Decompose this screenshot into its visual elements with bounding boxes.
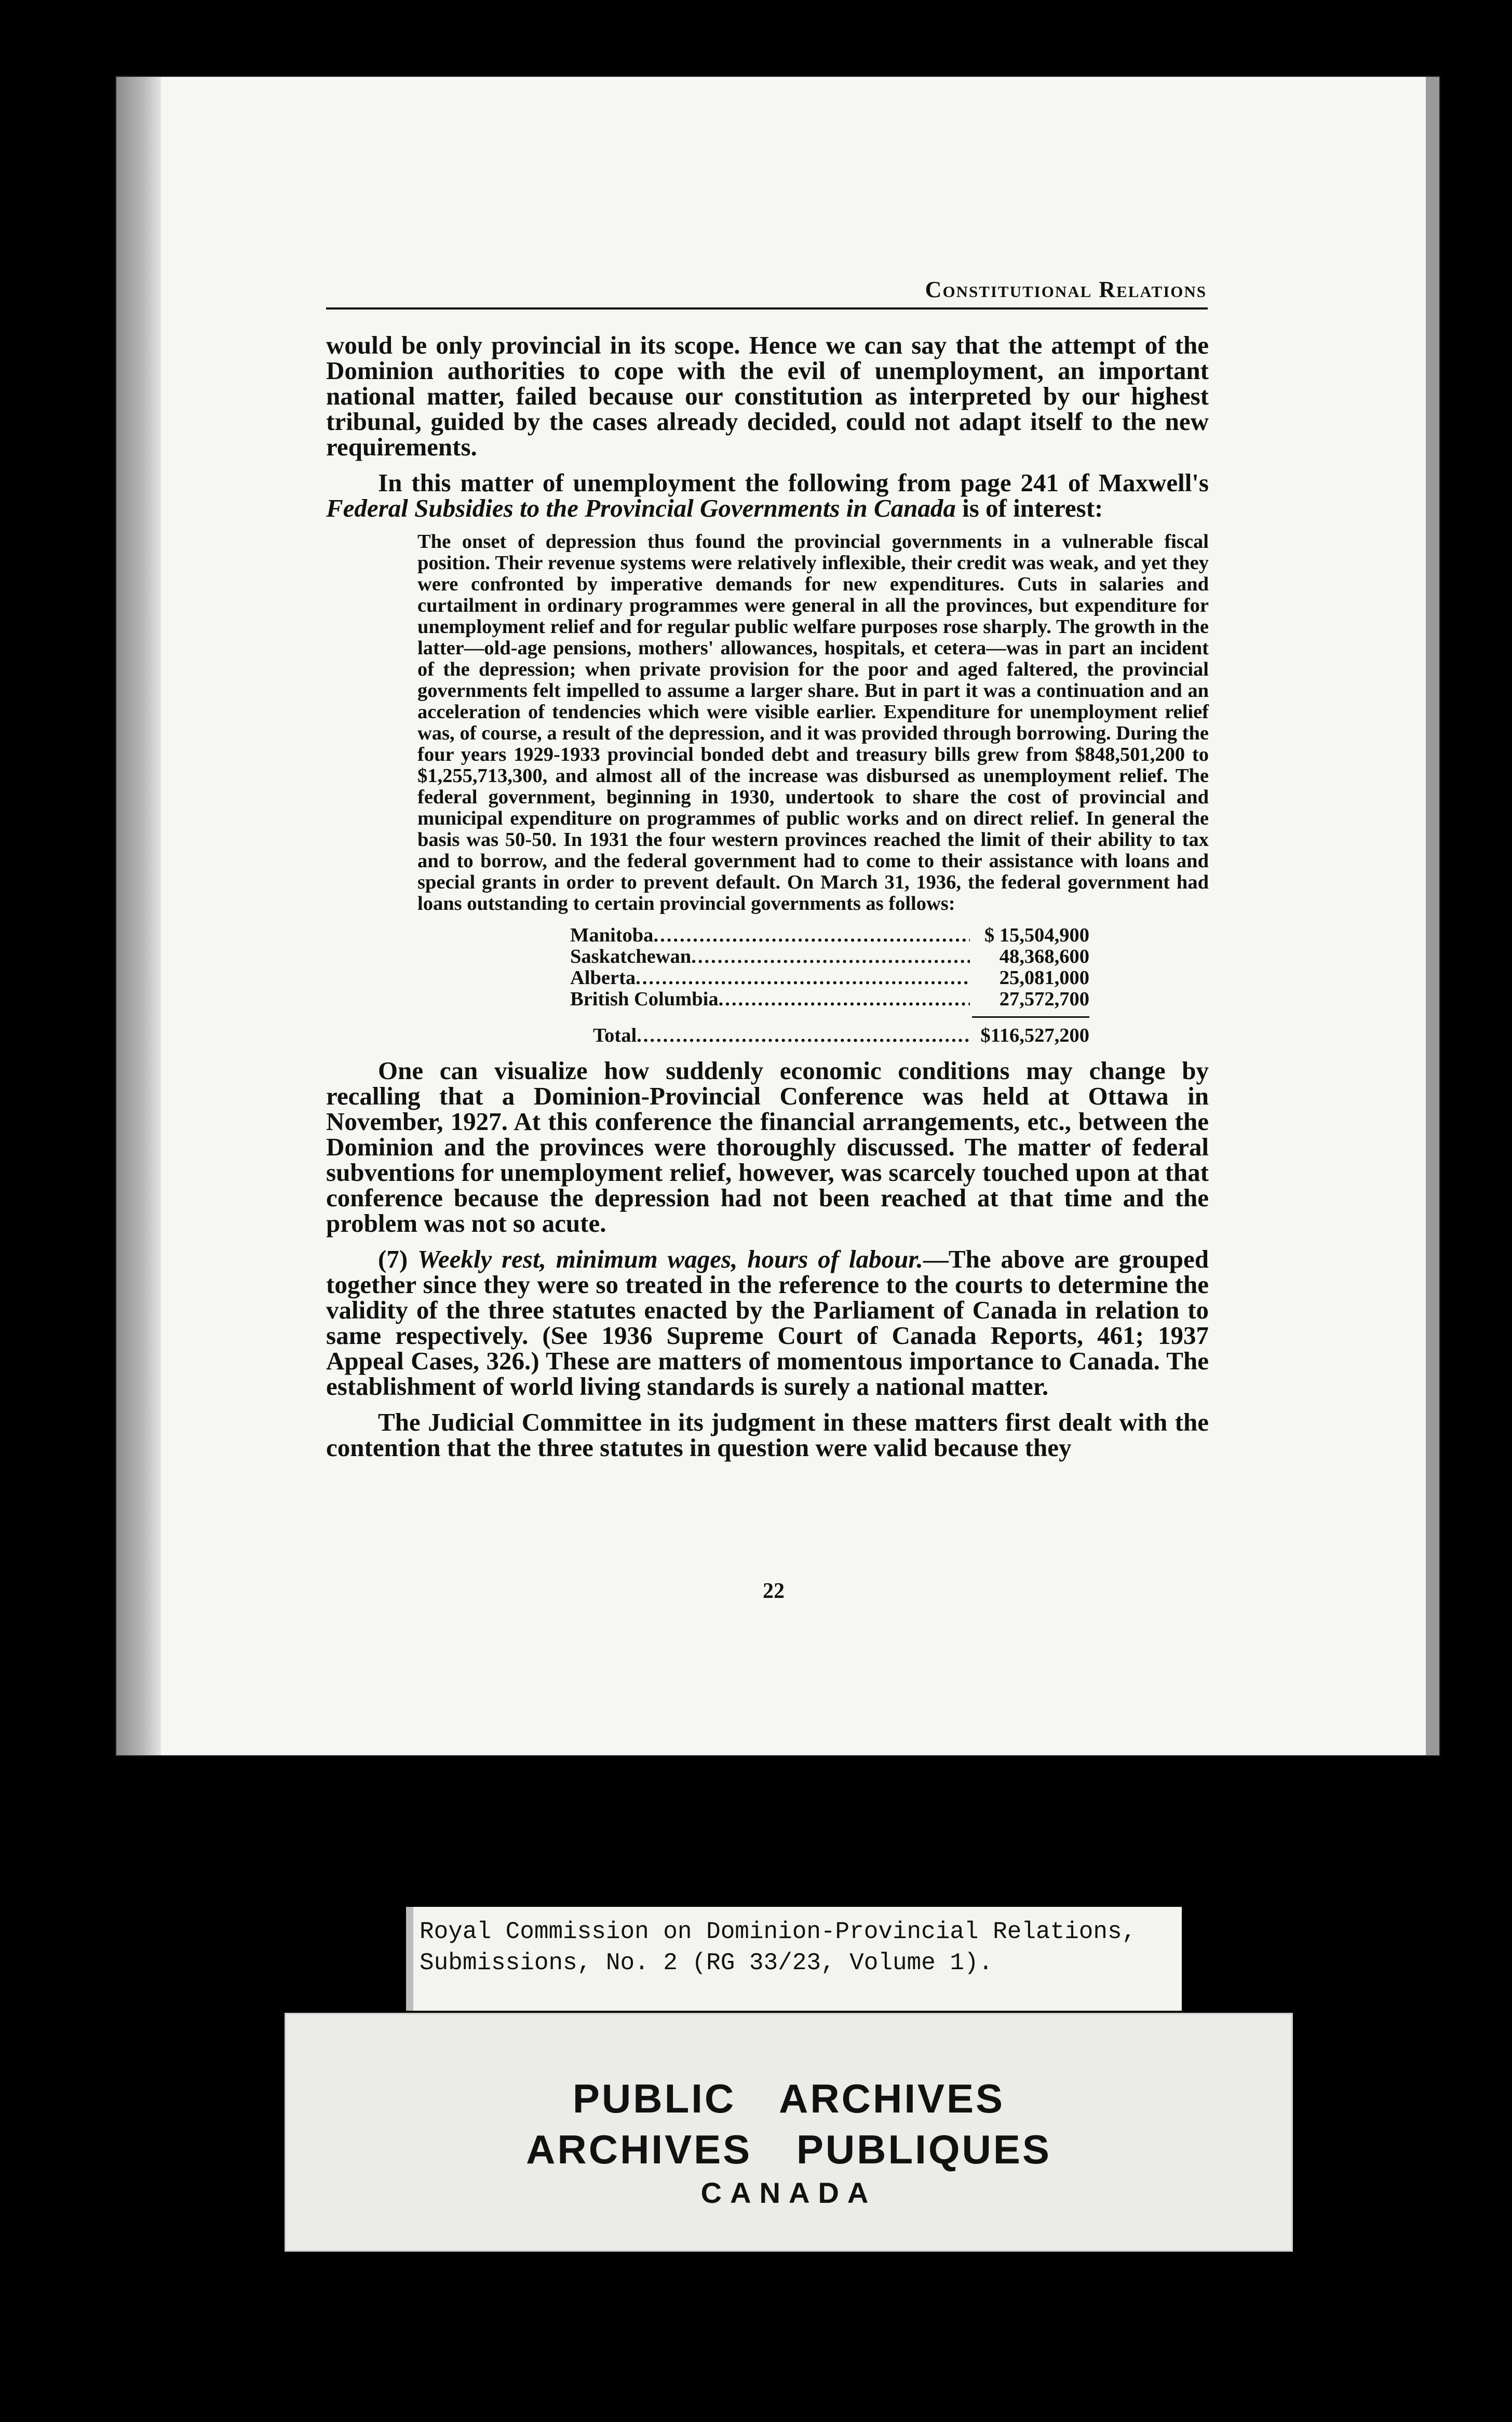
leader-dots [653,925,970,946]
block-quote: The onset of depression thus found the provincial governments in a vulnerable fiscal position. Their revenue systems were relatively inflexible, their credit was weak, and yet they were confronted by imperative demands for new expenditures. Cuts in salaries and curtailment in ordinary programmes were general in all the provinces, but expenditure for unemployment relief and for regular public welfare purposes rose sharply. The growth in the latter—old-age pensions, mothers' allowances, hospitals, et cetera—was in part an incident of the depression; when private provision for the poor and aged faltered, the provincial governments felt impelled to assume a larger share. But in part it was a continuation and an acceleration of tendencies which were visible earlier. Expenditure for unemployment relief was, of course, a result of the depression, and it was provided through borrowing. During the four years 1929-1933 provincial bonded debt and treasury bills grew from $848,501,200 to $1,255,713,300, and almost all of the increase was disbursed as unemployment relief. The federal government, beginning in 1930, undertook to share the cost of provincial and municipal expenditure on programmes of public works and on direct relief. In general the basis was 50-50. In 1931 the four western provinces reached the limit of their ability to tax and to borrow, and the federal government had to come to their assistance with loans and special grants in order to prevent default. On March 31, 1936, the federal government had loans outstanding to certain provincial governments as follows: [417,531,1209,914]
stamp-line-english: PUBLIC ARCHIVES [572,2076,1005,2121]
section-number: (7) [378,1245,408,1273]
province-name: British Columbia [570,988,719,1010]
province-name: Manitoba [570,924,654,946]
leader-dots [636,967,970,989]
paragraph-continuation: would be only provincial in its scope. Hence we can say that the attempt of the Dominion authorities to cope with the evil of unemployment, an important national matter, failed because our constitution as interpreted by our highest tribunal, guided by the cases already decided, could not adapt itself to the new requirements. [326,331,1209,461]
header-rule [326,307,1208,310]
loan-amount: $ 15,504,900 [984,924,1089,946]
sum-rule [972,1016,1089,1018]
section-heading: Weekly rest, minimum wages, hours of labour. [417,1245,923,1273]
book-title: Federal Subsidies to the Provincial Governments in Canada [326,494,956,522]
loans-table [570,925,1089,1046]
leader-dots [719,989,970,1010]
total-amount: $116,527,200 [980,1025,1089,1046]
page-right-edge [1426,77,1439,1755]
body-text [326,332,1209,1471]
table-total-row [570,1025,1089,1046]
table-row [570,989,1089,1010]
paragraph-conference: One can visualize how suddenly economic conditions may change by recalling that a Dominion-Provincial Conference was held at Ottawa in November, 1927. At this conference the financial arrangements, etc., between the Dominion and the provinces were thoroughly discussed. The matter of federal subventions for unemployment relief, however, was scarcely touched upon at that conference because the depression had not been reached at that time and the problem was not so acute. [326,1056,1209,1237]
loan-amount: 25,081,000 [999,967,1089,989]
intro-tail: is of interest: [962,494,1103,522]
page-number: 22 [763,1579,785,1603]
loan-amount: 27,572,700 [999,988,1089,1010]
table-row [570,925,1089,946]
paragraph-weekly-rest [326,1246,1209,1399]
stamp-line-country: CANADA [700,2176,877,2209]
paragraph-judicial-committee: The Judicial Committee in its judgment in these matters first dealt with the contention that the three statutes in question were valid because they [326,1408,1209,1462]
section-text: —The above are grouped together since they were so treated in the reference to the courts to determine the validity of the three statutes enacted by the Parliament of Canada in relation to same respectively. (See 1936 Supreme Court of Canada Reports, 461; 1937 Appeal Cases, 326.) These are matters of momentous importance to Canada. The establishment of world living standards is surely a national matter. [326,1245,1209,1401]
table-row [570,946,1089,967]
paragraph-maxwell-intro [326,470,1209,521]
caption-slip-edge [406,1907,413,2011]
table-row [570,967,1089,989]
loan-amount: 48,368,600 [999,946,1089,967]
stamp-line-french: ARCHIVES PUBLIQUES [526,2127,1051,2172]
intro-text: In this matter of unemployment the following from page 241 of Maxwell's [378,468,1209,497]
leader-dots [691,946,970,967]
caption-line-1: Royal Commission on Dominion-Provincial Relations, [420,1918,1137,1945]
archive-caption [420,1916,1172,1979]
province-name: Saskatchewan [570,946,692,967]
province-name: Alberta [570,967,636,989]
total-label: Total [593,1025,637,1046]
leader-dots [637,1025,970,1046]
page-binding-edge [116,77,161,1755]
caption-line-2: Submissions, No. 2 (RG 33/23, Volume 1). [420,1949,993,1976]
running-head: Constitutional Relations [925,277,1207,302]
